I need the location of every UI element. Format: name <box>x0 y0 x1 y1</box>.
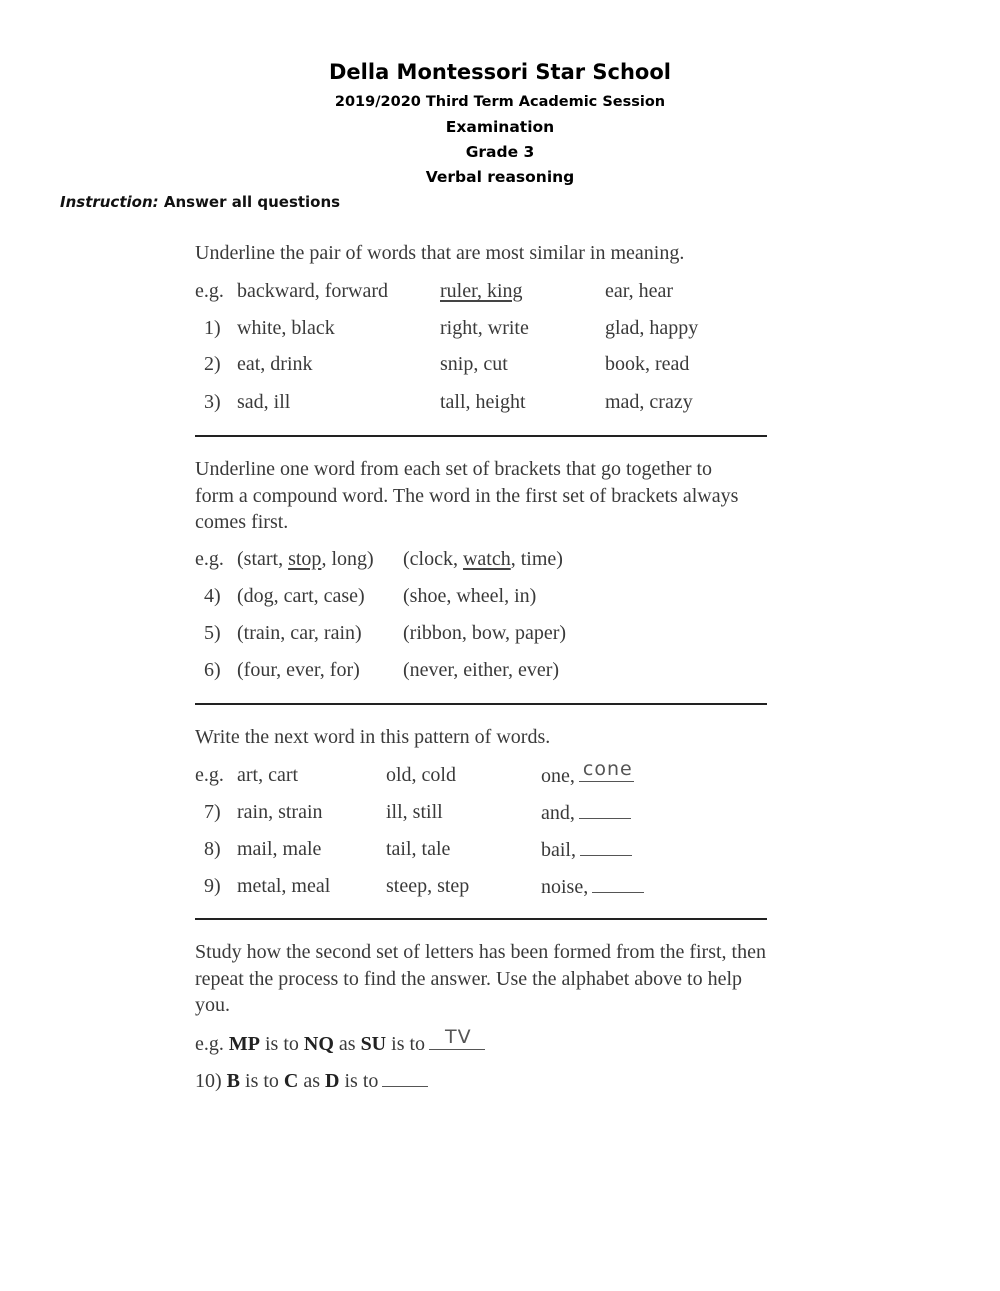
pattern-b: tail, tale <box>386 838 451 860</box>
pattern-c: bail, <box>541 837 632 862</box>
grade-label: Grade 3 <box>465 143 535 161</box>
row-number: 2) <box>204 353 221 375</box>
word-pair-c[interactable]: ear, hear <box>605 280 674 302</box>
exam-title: Examination <box>445 118 555 136</box>
bracket-set-b[interactable]: (never, either, ever) <box>403 659 560 681</box>
underlined-word[interactable]: watch <box>462 548 511 570</box>
handwritten-answer: cone <box>582 758 633 780</box>
bracket-set-a[interactable]: (train, car, rain) <box>237 622 362 644</box>
letters-x: B <box>226 1070 241 1092</box>
pattern-a: metal, meal <box>237 875 331 897</box>
pattern-a: mail, male <box>237 838 322 860</box>
answer-blank[interactable] <box>382 1068 428 1087</box>
row-number: 10) <box>195 1070 222 1092</box>
bracket-set-a: (start, stop, long) <box>237 548 374 570</box>
word-pair-c[interactable]: glad, happy <box>605 317 699 339</box>
underlined-word[interactable]: stop <box>288 548 322 570</box>
bracket-set-b: (clock, watch, time) <box>403 548 563 570</box>
word-pair-a[interactable]: eat, drink <box>237 353 313 375</box>
section-divider <box>195 703 767 705</box>
pattern-b: ill, still <box>386 801 443 823</box>
pattern-c: noise, <box>541 874 644 899</box>
section4-example-row <box>195 1026 485 1056</box>
word-pair-b-underlined[interactable]: ruler, king <box>440 280 523 302</box>
letters-y: NQ <box>303 1033 334 1055</box>
letters-y: C <box>283 1070 299 1092</box>
word-pair-a: backward, forward <box>237 280 389 302</box>
letters-x: MP <box>228 1033 260 1055</box>
word-pair-b[interactable]: right, write <box>440 317 529 339</box>
word-pair-c[interactable]: book, read <box>605 353 690 375</box>
word-pair-a[interactable]: white, black <box>237 317 335 339</box>
section4-q10-row <box>195 1068 428 1093</box>
bracket-set-b[interactable]: (shoe, wheel, in) <box>403 585 537 607</box>
row-number: e.g. <box>195 764 224 786</box>
answer-blank[interactable] <box>580 837 632 856</box>
pattern-a: art, cart <box>237 764 299 786</box>
word-pair-b[interactable]: tall, height <box>440 391 526 413</box>
row-number: e.g. <box>195 548 224 570</box>
section3-prompt: Write the next word in this pattern of words. <box>195 726 551 748</box>
section1-prompt: Underline the pair of words that are most similar in meaning. <box>195 242 685 264</box>
row-number: 6) <box>204 659 221 681</box>
row-number: 9) <box>204 875 221 897</box>
pattern-a: rain, strain <box>237 801 323 823</box>
answer-blank[interactable] <box>592 874 644 893</box>
is-to-text: is to <box>344 1070 379 1092</box>
word-pair-b[interactable]: snip, cut <box>440 353 508 375</box>
bracket-set-b[interactable]: (ribbon, bow, paper) <box>403 622 567 644</box>
word-pair-c[interactable]: mad, crazy <box>605 391 693 413</box>
as-text: as <box>338 1033 356 1055</box>
section2-prompt: Underline one word from each set of brackets that go together to form a compound word. The word in the first set of brackets always comes first. <box>195 458 739 533</box>
row-number: 5) <box>204 622 221 644</box>
is-to-text: is to <box>245 1070 279 1092</box>
is-to-text: is to <box>264 1033 299 1055</box>
row-number: 8) <box>204 838 221 860</box>
pattern-b: old, cold <box>386 764 456 786</box>
pattern-c: one, cone <box>541 758 633 787</box>
row-number: e.g. <box>195 280 224 302</box>
section4-prompt: Study how the second set of letters has been formed from the first, then repeat the process to find the answer. Use the alphabet above to help you. <box>195 941 766 1016</box>
letters-z: D <box>325 1070 340 1092</box>
answer-blank[interactable] <box>579 800 631 819</box>
instruction-text: Answer all questions <box>163 193 341 211</box>
row-number: 3) <box>204 391 221 413</box>
answer-blank[interactable] <box>579 758 634 782</box>
section-divider <box>195 435 767 437</box>
instruction-label: Instruction: <box>60 193 159 211</box>
section-divider <box>195 918 767 920</box>
bracket-set-a[interactable]: (four, ever, for) <box>237 659 360 681</box>
answer-blank[interactable] <box>429 1026 485 1050</box>
letters-z: SU <box>360 1033 387 1055</box>
is-to-text: is to <box>391 1033 426 1055</box>
as-text: as <box>303 1070 321 1092</box>
pattern-c: and, <box>541 800 631 825</box>
handwritten-answer: TV <box>445 1026 472 1048</box>
subject-label: Verbal reasoning <box>425 168 575 186</box>
academic-session: 2019/2020 Third Term Academic Session <box>334 94 666 110</box>
instruction <box>60 193 340 211</box>
bracket-set-a[interactable]: (dog, cart, case) <box>237 585 365 607</box>
pattern-b: steep, step <box>386 875 470 897</box>
word-pair-a[interactable]: sad, ill <box>237 391 291 413</box>
row-number: 7) <box>204 801 221 823</box>
row-number: e.g. <box>195 1033 224 1055</box>
row-number: 1) <box>204 317 221 339</box>
row-number: 4) <box>204 585 221 607</box>
school-name: Della Montessori Star School <box>329 60 671 84</box>
